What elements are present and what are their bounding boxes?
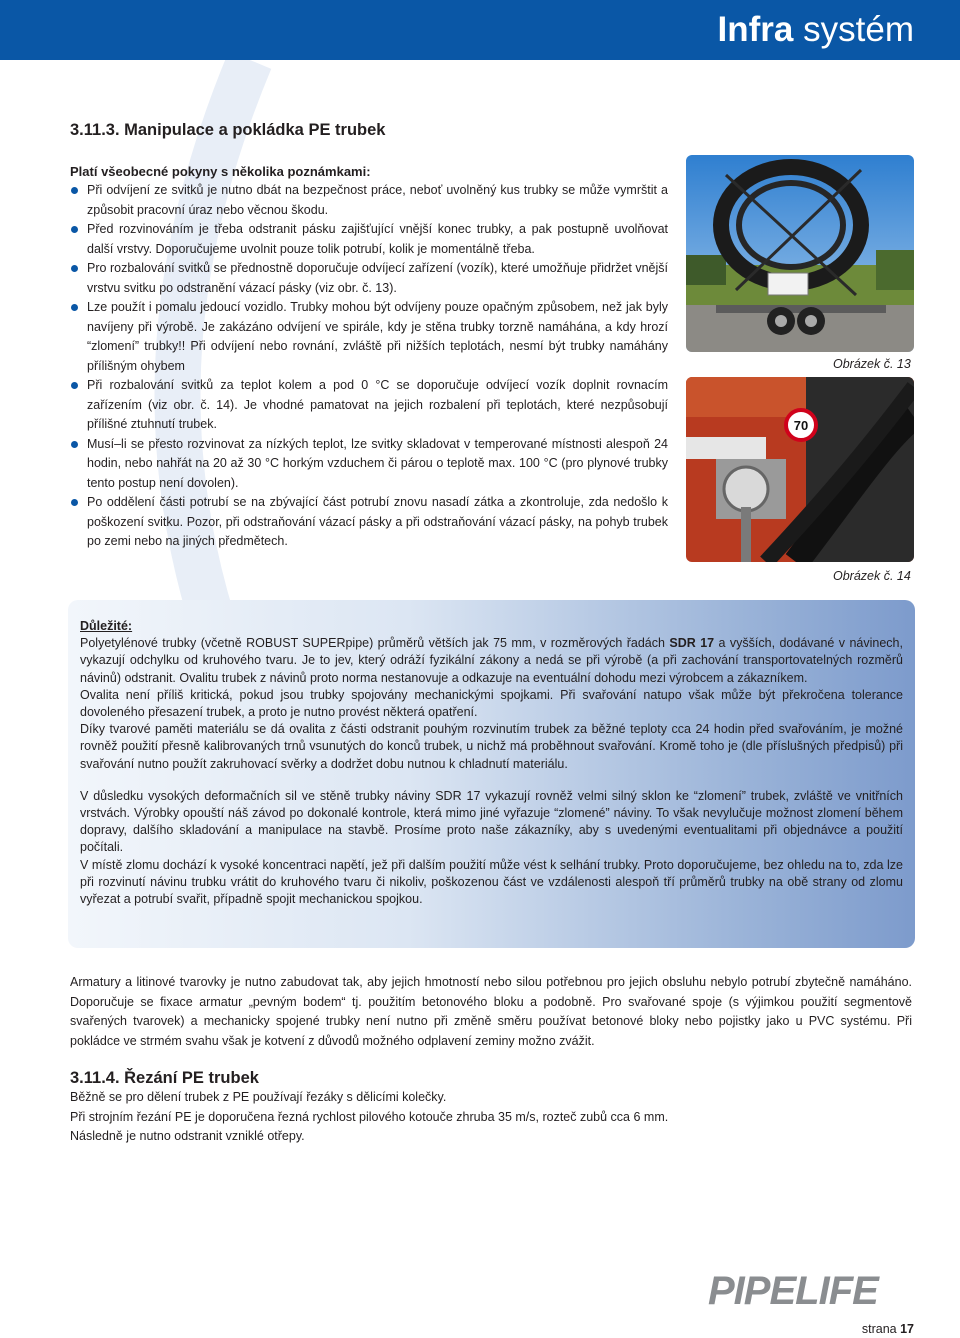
list-item: Lze použít i pomalu jedoucí vozidlo. Trubky mohou být odvíjeny pouze opačným způsobem, než jak byly navíjeny při výrobě. Je zakázáno odvíjení ve spirále, kdy je stěna trubky torzně namáhána, a kdy hrozí “zlomení” trubky!! Při odvíjení nebo rovnání, zvláště při nižších teplotách, nesmí být trubky namáhány přílišným ohybem	[70, 298, 668, 376]
svg-text:PIPELIFE: PIPELIFE	[708, 1269, 878, 1312]
list-item: Pro rozbalování svitků se přednostně doporučuje odvíjecí zařízení (vozík), které umožňuje přidržet vnější vrstvu svitku po odstranění vázací pásky (viz obr. č. 13).	[70, 259, 668, 298]
pipelife-logo	[706, 1266, 914, 1317]
cutting-line: Následně je nutno odstranit vzniklé otřepy.	[70, 1129, 305, 1143]
list-item: Při odvíjení ze svitků je nutno dbát na bezpečnost práce, neboť uvolněný kus trubky se může vymrštit a způsobit pracovní úraz nebo věcnou škodu.	[70, 181, 668, 220]
cutting-text	[70, 1088, 770, 1147]
cutting-line: Běžně se pro dělení trubek z PE používají řezáky s dělicími kolečky.	[70, 1090, 447, 1104]
figure-14-caption: Obrázek č. 14	[833, 569, 911, 583]
note-paragraph: Polyetylénové trubky (včetně ROBUST SUPERpipe) průměrů větších jak 75 mm, v rozměrových řadách SDR 17 a vyšších, dodávané v návinech, vykazují odchylku od kruhového tvaru. Je to jev, který odráží fyzikální zákony a nedá se při výrobě (a při zachování transportovatelných rozměrů návinů) odstranit. Ovalitu trubek z návinů proto norma nestanovuje a odkazuje na eventuální dohodu mezi výrobcem a zákazníkem.	[80, 636, 903, 685]
figure-14-photo	[686, 377, 914, 562]
intro-text: Platí všeobecné pokyny s několika poznámkami:	[70, 164, 371, 179]
speed-sign-text: 70	[793, 418, 809, 433]
note-title: Důležité:	[80, 619, 133, 633]
figure-13-caption: Obrázek č. 13	[833, 357, 911, 371]
important-note-box	[68, 600, 915, 948]
instructions-list	[70, 181, 668, 552]
armatury-paragraph: Armatury a litinové tvarovky je nutno zabudovat tak, aby jejich hmotností nebo silou potřebnou pro jejich obsluhu nebylo potrubí zbytečně namáháno. Doporučuje se fixace armatur „pevným bodem“ tj. použitím betonového bloku a podobně. Pro svařované spoje (s výjimkou použití segmentově svařených tvarovek) a mechanicky spojené trubky není nutno při změně směru používat betonové bloky nebo pojistky jako u PVC systému. Při pokládce ve strmém svahu však je kotvení z důvodů možného odplavení zeminy možno zvážit.	[70, 975, 912, 1048]
cutting-line: Při strojním řezání PE je doporučena řezná rychlost pilového kotouče zhruba 35 m/s, rozteč zubů cca 6 mm.	[70, 1109, 669, 1124]
header-bar	[0, 0, 960, 60]
list-item: Musí–li se přesto rozvinovat za nízkých teplot, lze svitky skladovat v temperované místnosti alespoň 24 hodin, nebo nahřát na 20 až 30 °C horkým vzduchem či párou o teplotě max. 100 °C (pro plynové trubky tento postup není dovolen).	[70, 435, 668, 494]
section-heading-manipulation: 3.11.3. Manipulace a pokládka PE trubek	[70, 121, 386, 139]
section-heading-cutting: 3.11.4. Řezání PE trubek	[70, 1069, 259, 1087]
list-item: Při rozbalování svitků za teplot kolem a pod 0 °C se doporučuje odvíjecí vozík doplnit rovnacím zařízením (viz obr. č. 14). Je vhodné pamatovat na jejich rozbalení při teplotách, které nezpůsobují přílišné ztuhnutí trubek.	[70, 376, 668, 435]
figure-13-photo	[686, 155, 914, 352]
page-number: strana 17	[861, 1322, 914, 1336]
note-paragraph: V místě zlomu dochází k vysoké koncentraci napětí, jež při dalším použití může vést k selhání trubky. Proto doporučujeme, bez ohledu na to, zda lze při rozvinutí návinu trubku vrátit do kruhového tvaru či nikoliv, poškozenou část ve vzdálenosti alespoň tří průměrů trubky na obě strany od zlomu vyřezat a potrubí svařit, případně spojit mechanickou spojkou.	[80, 857, 903, 907]
note-paragraph: Díky tvarové paměti materiálu se dá ovalita z části odstranit pouhým rozvinutím trubek za běžné teploty cca 24 hodin před svařováním, je možné rovněž použití přesně kalibrovaných trnů vsunutých do konců trubek, u nichž má proběhnout svařování. Kromě toho je (dle příslušných předpisů) při svařování nutno použít zakruhovací svěrky a dodržet dobu nutnou k chladnutí materiálu.	[80, 722, 903, 771]
note-paragraph: V důsledku vysokých deformačních sil ve stěně trubky náviny SDR 17 vykazují rovněž velmi silný sklon ke “zlomení” trubek, zvláště ve vnitřních vrstvách. Výrobky opouští náš závod po dokonalé kontrole, která mimo jiné vyřazuje “zlomené” náviny. To však nevylučuje možnost zlomení během dopravy, dalšího skladování a manipulace na stavbě. Prosíme proto naše zákazníky, aby s uvedenými eventualitami při objednávce a použití počítali.	[80, 788, 903, 855]
brand-title: Infra systém	[717, 10, 914, 49]
list-item: Po oddělení části potrubí se na zbývající část potrubí znovu nasadí zátka a zkontroluje, zda nedošlo k poškození svitku. Pozor, při odstraňování vázací pásky a při odstraňování vázací pásky, na pohyb trubek po zemi nebo na jiných předmětech.	[70, 493, 668, 552]
list-item: Před rozvinováním je třeba odstranit pásku zajišťující vnější konec trubky, a pak postupně uvolňovat další vrstvy. Doporučujeme uvolnit pouze tolik potrubí, kolik je momentálně třeba.	[70, 220, 668, 259]
note-paragraph: Ovalita není příliš kritická, pokud jsou trubky spojovány mechanickými spojkami. Při svařování natupo však může být překročena tolerance dovoleného přesazení trubek, a proto je nutno provést některá opatření.	[80, 687, 903, 720]
